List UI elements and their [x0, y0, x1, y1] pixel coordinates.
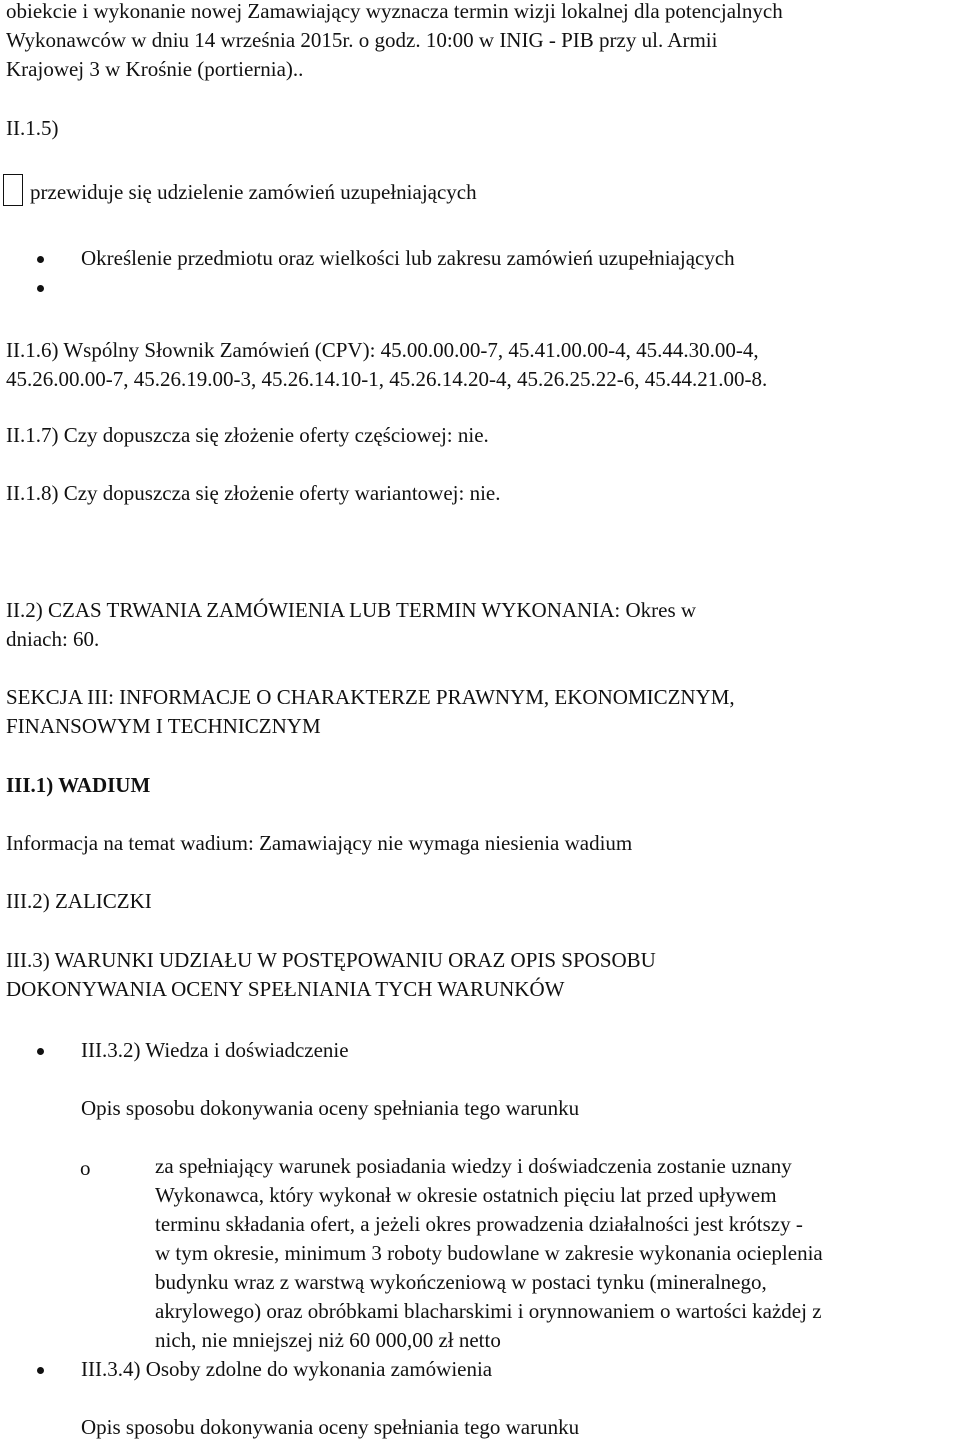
cpv-line: 45.26.00.00-7, 45.26.19.00-3, 45.26.14.10-1, 45.26.14.20-4, 45.26.25.22-6, 45.44.21.00-8.	[6, 367, 768, 391]
answer-value: nie.	[452, 423, 489, 447]
bullet-icon	[37, 285, 44, 292]
condition-description-label	[81, 1413, 954, 1442]
section-iii-title	[6, 683, 954, 741]
heading-line: III.3) WARUNKI UDZIAŁU W POSTĘPOWANIU ORAZ OPIS SPOSOBU	[6, 948, 656, 972]
description-text: Opis sposobu dokonywania oceny spełniania tego warunku	[81, 1096, 580, 1120]
intro-paragraph	[6, 0, 954, 84]
bullet-icon	[37, 256, 44, 263]
section-title-line: SEKCJA III: INFORMACJE O CHARAKTERZE PRAWNYM, EKONOMICZNYM,	[6, 685, 735, 709]
wadium-info	[6, 829, 954, 858]
checkbox-label-text: przewiduje się udzielenie zamówień uzupełniających	[30, 180, 477, 204]
paragraph-line: nich, nie mniejszej niż 60 000,00 zł netto	[155, 1328, 501, 1352]
heading-text: III.2) ZALICZKI	[6, 889, 152, 913]
list-item-text: Określenie przedmiotu oraz wielkości lub zakresu zamówień uzupełniających	[81, 246, 735, 270]
answer-value: Zamawiający nie wymaga niesienia wadium	[253, 831, 633, 855]
section-ii-1-5-heading	[6, 114, 954, 143]
answer-value: dniach: 60.	[6, 627, 100, 651]
circle-bullet-icon: o	[80, 1156, 91, 1180]
paragraph-line: za spełniający warunek posiadania wiedzy i doświadczenia zostanie uznany	[155, 1154, 792, 1178]
answer-value: nie.	[464, 481, 501, 505]
heading-line: DOKONYWANIA OCENY SPEŁNIANIA TYCH WARUNKÓW	[6, 977, 565, 1001]
section-title-line: FINANSOWYM I TECHNICZNYM	[6, 714, 321, 738]
answer-value: Okres w	[620, 598, 697, 622]
checkbox-icon	[3, 174, 23, 206]
section-iii-3-heading	[6, 946, 954, 1004]
list-item-text: III.3.2) Wiedza i doświadczenie	[81, 1038, 349, 1062]
paragraph-line: w tym okresie, minimum 3 roboty budowlane w zakresie wykonania ocieplenia	[155, 1241, 823, 1265]
bullet-icon	[37, 1048, 44, 1055]
question-label: Informacja na temat wadium:	[6, 831, 254, 855]
section-iii-2-heading	[6, 887, 954, 916]
paragraph-line: budynku wraz z warstwą wykończeniową w postaci tynku (mineralnego,	[155, 1270, 767, 1294]
intro-line: Krajowej 3 w Krośnie (portiernia)..	[6, 57, 304, 81]
condition-paragraph	[155, 1152, 960, 1355]
heading-text: III.1) WADIUM	[6, 773, 151, 797]
paragraph-line: Wykonawca, który wykonał w okresie ostatnich pięciu lat przed upływem	[155, 1183, 777, 1207]
paragraph-line: akrylowego) oraz obróbkami blacharskimi i orynnowaniem o wartości każdej z	[155, 1299, 822, 1323]
section-iii-1-heading	[6, 771, 954, 800]
checkbox-item-label	[30, 178, 954, 207]
section-ii-1-7	[6, 421, 954, 450]
bullet-icon	[37, 1367, 44, 1374]
heading-text: II.1.5)	[6, 116, 59, 140]
intro-line: Wykonawców w dniu 14 września 2015r. o godz. 10:00 w INIG - PIB przy ul. Armii	[6, 28, 718, 52]
question-label: II.1.8) Czy dopuszcza się złożenie oferty wariantowej:	[6, 481, 465, 505]
list-item-text: III.3.4) Osoby zdolne do wykonania zamówienia	[81, 1357, 493, 1381]
description-text: Opis sposobu dokonywania oceny spełniania tego warunku	[81, 1415, 580, 1439]
paragraph-line: terminu składania ofert, a jeżeli okres prowadzenia działalności jest krótszy -	[155, 1212, 803, 1236]
section-ii-1-6	[6, 336, 954, 394]
cpv-line: II.1.6) Wspólny Słownik Zamówień (CPV): 45.00.00.00-7, 45.41.00.00-4, 45.44.30.00-4,	[6, 338, 759, 362]
intro-line: obiekcie i wykonanie nowej Zamawiający wyznacza termin wizji lokalnej dla potencjalnych	[6, 0, 783, 23]
section-ii-1-8	[6, 479, 954, 508]
condition-description-label	[81, 1094, 954, 1123]
section-ii-2	[6, 596, 954, 654]
question-label: II.1.7) Czy dopuszcza się złożenie oferty częściowej:	[6, 423, 453, 447]
question-label: II.2) CZAS TRWANIA ZAMÓWIENIA LUB TERMIN WYKONANIA:	[6, 598, 621, 622]
